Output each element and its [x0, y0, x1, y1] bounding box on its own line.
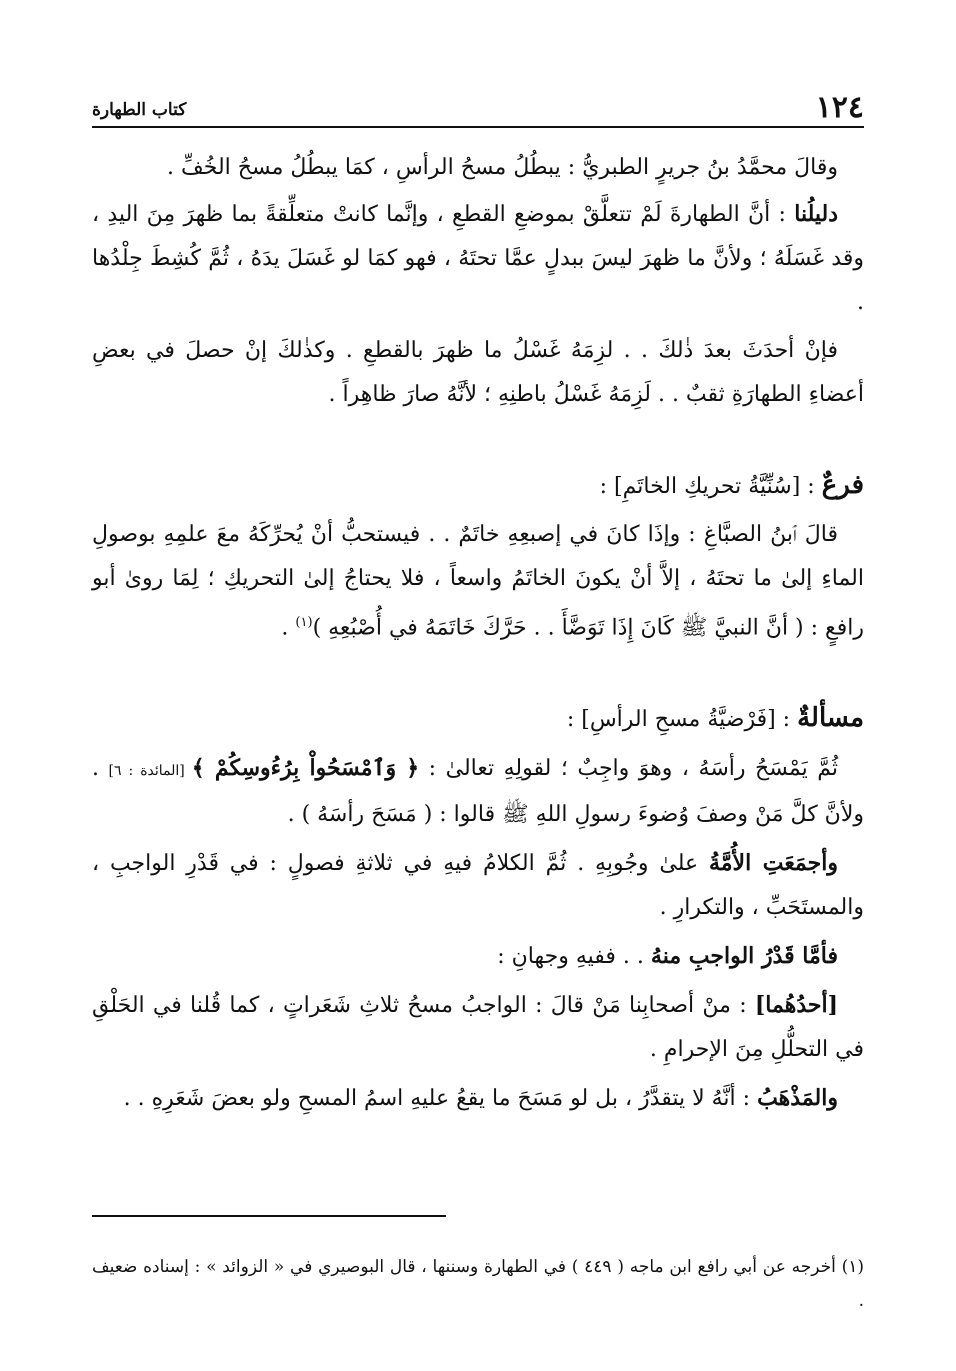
paragraph-amount: فأمَّا قَدْرُ الواجبِ منهُ . . ففيهِ وجهانِ : [497, 943, 838, 970]
quran-verse: ﴿ وَٱمْسَحُواْ بِرُءُوسِكُمْ ﴾ [191, 755, 420, 782]
paragraph-consensus: وأجمَعَتِ الأُمَّةُ علىٰ وجُوبِهِ . ثُمَّ الكلامُ فيهِ في ثلاثةِ فصولٍ : في قَدْرِ الواجبِ ، والمستَحَبِّ ، والتكرارِ . [92, 850, 864, 921]
paragraph-hadath: فإنْ أحدَثَ بعدَ ذٰلكَ . . لزِمَهُ غَسْلُ ما ظهرَ بالقطعِ . وكذٰلكَ إنْ حصلَ في بعضِ أعضاءِ الطهارَةِ ثقبٌ . . لَزِمَهُ غَسْلُ باطنِهِ ؛ لأنَّهُ صارَ ظاهِراً . [92, 338, 864, 407]
footnote-divider [92, 1215, 446, 1217]
verse-reference: [المائدة : ٦] [108, 763, 192, 780]
paragraph-ring: قالَ ٱبنُ الصبَّاغِ : وإذَا كانَ في إصبعِهِ خاتَمٌ . . فيستحبُّ أنْ يُحرِّكَهُ معَ علمِهِ بوصولِ الماءِ إلىٰ ما تحتَهُ ، إلاَّ أنْ يكونَ الخاتَمُ واسعاً ، فلا يحتاجُ إلىٰ التحريكِ ؛ لِمَا روىٰ أبو رافعٍ : ( أنَّ النبيَّ ﷺ كَانَ إِذَا تَوَضَّأَ . . حَرَّكَ خَاتَمَهُ في أُصْبُعِهِ )$^{(١)}$ . [92, 522, 864, 641]
lead-word: والمَذْهَبُ [757, 1085, 838, 1112]
heading-label: فرعٌ [821, 470, 864, 500]
paragraph-evidence: دليلُنا : أنَّ الطهارةَ لَمْ تتعلَّقْ بموضعِ القطعِ ، وإنَّما كانتْ متعلِّقةً بما ظهرَ مِنَ اليدِ ، وقد غَسَلَهُ ؛ ولأنَّ ما ظهرَ ليسَ ببدلٍ عمَّا تحتَهُ ، فهو كمَا لو غَسَلَ يدَهُ ، ثُمَّ كُشِطَ جِلْدُها . [92, 201, 864, 315]
paragraph-madhhab: والمَذْهَبُ : أنَّهُ لا يتقدَّرُ ، بل لو مَسَحَ ما يقعُ عليهِ اسمُ المسحِ ولو بعضَ شَعَرِهِ . . [123, 1085, 838, 1112]
paragraph-tabari: وقالَ محمَّدُ بنُ جريرٍ الطبريُّ : يبطُلُ مسحُ الرأسِ ، كمَا يبطُلُ مسحُ الخُفِّ . [167, 155, 838, 180]
section-heading-masala: مسألةٌ : [فَرْضيَّةُ مسحِ الرأسِ] : [566, 703, 864, 734]
footnote [92, 1250, 864, 1318]
paragraph-first-view: [أحدُهُما] : منْ أصحابِنا مَنْ قالَ : الواجبُ مسحُ ثلاثِ شَعَراتٍ ، كما قُلنا في الحَلْقِ في التحلُّلِ مِنَ الإحرامِ . [92, 992, 864, 1063]
lead-word: وأجمَعَتِ الأُمَّةُ [708, 850, 838, 877]
lead-word: فأمَّا قَدْرُ الواجبِ منهُ [650, 943, 838, 970]
section-heading-far: فرعٌ : [سُنِّيَّةُ تحريكِ الخاتَمِ] : [599, 470, 864, 500]
page-header [92, 90, 864, 128]
paragraph-wiping: ثُمَّ يَمْسَحُ رأسَهُ ، وهوَ واجِبٌ ؛ لقولِهِ تعالىٰ : ﴿ وَٱمْسَحُواْ بِرُءُوسِكُمْ ﴾ [المائدة : ٦] . ولأنَّ كلَّ مَنْ وصفَ وُضوءَ رسولِ اللهِ ﷺ قالوا : ( مَسَحَ رأسَهُ ) . [92, 755, 864, 828]
heading-label: مسألةٌ [797, 703, 864, 734]
lead-word: دليلُنا [794, 201, 838, 227]
running-title: كتاب الطهارة [92, 100, 187, 120]
lead-word: [أحدُهُما] [754, 992, 838, 1019]
main-text [92, 146, 864, 1125]
page-number: ١٢٤ [815, 90, 864, 125]
footnote-text: (١) أخرجه عن أبي رافع ابن ماجه ( ٤٤٩ ) في الطهارة وسننها ، قال البوصيري في « الزوائد » : إسناده ضعيف . [92, 1257, 864, 1311]
footnote-marker: (١) [295, 615, 313, 630]
